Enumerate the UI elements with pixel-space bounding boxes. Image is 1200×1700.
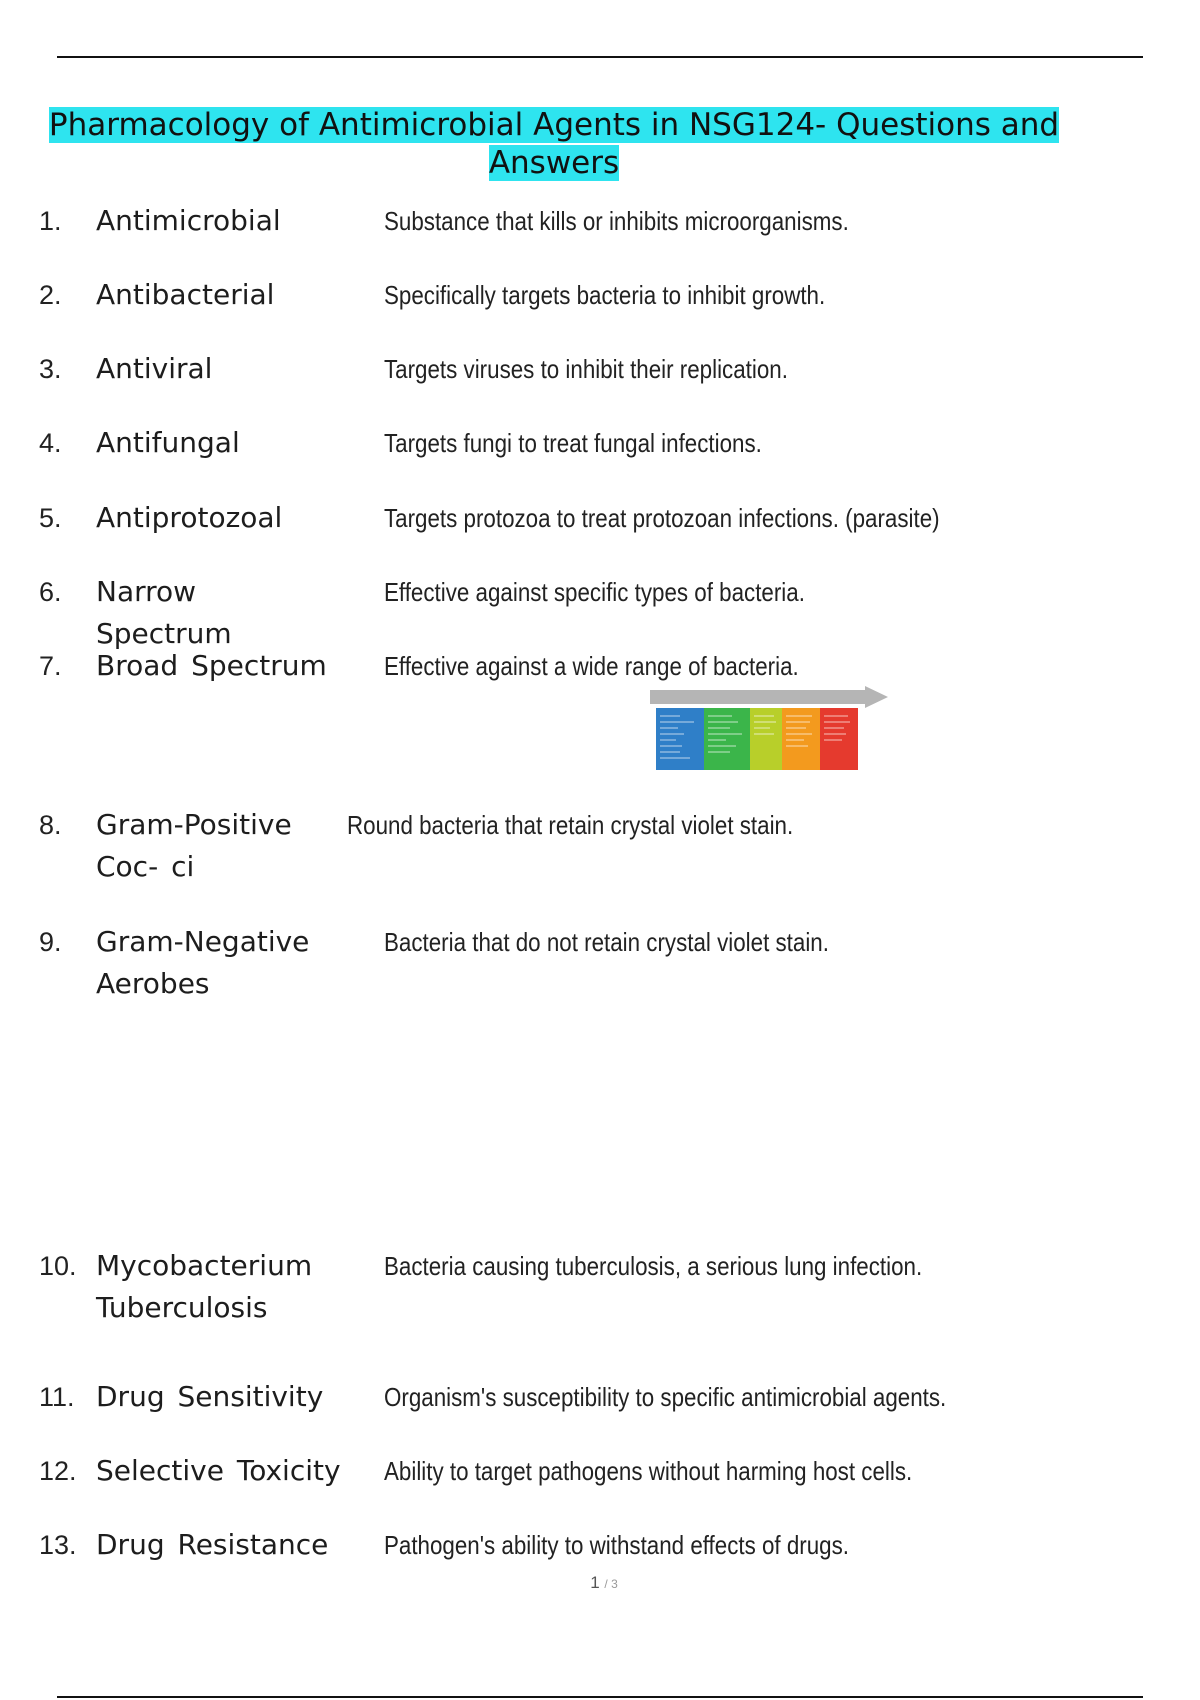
page-current: 1: [590, 1573, 600, 1592]
item-number: 3.: [39, 354, 62, 384]
spectrum-bands: [656, 708, 858, 770]
spectrum-band-orange: [782, 708, 820, 770]
spectrum-band-yellow: [750, 708, 782, 770]
item-term: Antiprotozoal: [96, 501, 283, 534]
item-number: 1.: [39, 206, 62, 236]
item-term: Drug Sensitivity: [96, 1380, 324, 1413]
item-definition: Round bacteria that retain crystal violet stain.: [347, 810, 794, 840]
spectrum-band-red: [820, 708, 858, 770]
document-title: [0, 106, 1108, 182]
item-number: 11.: [39, 1382, 75, 1412]
title-line-2: Answers: [488, 145, 620, 181]
item-term: Broad Spectrum: [96, 649, 327, 682]
item-definition: Bacteria that do not retain crystal violet stain.: [384, 927, 829, 957]
item-term: Mycobacterium Tuberculosis: [96, 1249, 313, 1324]
item-definition: Bacteria causing tuberculosis, a serious lung infection.: [384, 1251, 923, 1281]
item-definition: Effective against specific types of bacteria.: [384, 577, 805, 607]
bottom-rule: [57, 1696, 1143, 1698]
item-definition: Targets viruses to inhibit their replication.: [384, 354, 788, 384]
item-definition: Pathogen's ability to withstand effects of drugs.: [384, 1530, 850, 1560]
item-term: Antimicrobial: [96, 204, 281, 237]
spectrum-band-green: [704, 708, 750, 770]
item-term: Drug Resistance: [96, 1528, 329, 1561]
page-number: [0, 1573, 1200, 1593]
item-number: 13.: [39, 1530, 77, 1560]
item-term: Antibacterial: [96, 278, 275, 311]
item-definition: Targets protozoa to treat protozoan infections. (parasite): [384, 503, 940, 533]
item-definition: Effective against a wide range of bacteria.: [384, 651, 799, 681]
item-term: Narrow Spectrum: [96, 575, 232, 650]
item-number: 7.: [39, 651, 62, 681]
page-total: / 3: [604, 1577, 618, 1591]
item-number: 8.: [39, 810, 62, 840]
antibiotic-spectrum-figure: [650, 686, 890, 776]
item-term: Antifungal: [96, 426, 240, 459]
top-rule: [57, 56, 1143, 58]
item-number: 6.: [39, 577, 62, 607]
item-definition: Substance that kills or inhibits microorganisms.: [384, 206, 849, 236]
title-line-1: Pharmacology of Antimicrobial Agents in NSG124- Questions and: [48, 107, 1060, 143]
item-term: Selective Toxicity: [96, 1454, 341, 1487]
spectrum-band-blue: [656, 708, 704, 770]
item-number: 9.: [39, 927, 62, 957]
spectrum-arrow: [650, 686, 888, 708]
item-definition: Organism's susceptibility to specific antimicrobial agents.: [384, 1382, 947, 1412]
item-number: 10.: [39, 1251, 77, 1281]
item-definition: Targets fungi to treat fungal infections.: [384, 428, 762, 458]
item-term: Gram-Positive Coc- ci: [96, 808, 292, 883]
item-term: Gram-Negative Aerobes: [96, 925, 310, 1000]
item-number: 2.: [39, 280, 62, 310]
item-number: 5.: [39, 503, 62, 533]
item-definition: Specifically targets bacteria to inhibit growth.: [384, 280, 826, 310]
item-number: 12.: [39, 1456, 77, 1486]
item-definition: Ability to target pathogens without harming host cells.: [384, 1456, 913, 1486]
item-number: 4.: [39, 428, 62, 458]
item-term: Antiviral: [96, 352, 213, 385]
